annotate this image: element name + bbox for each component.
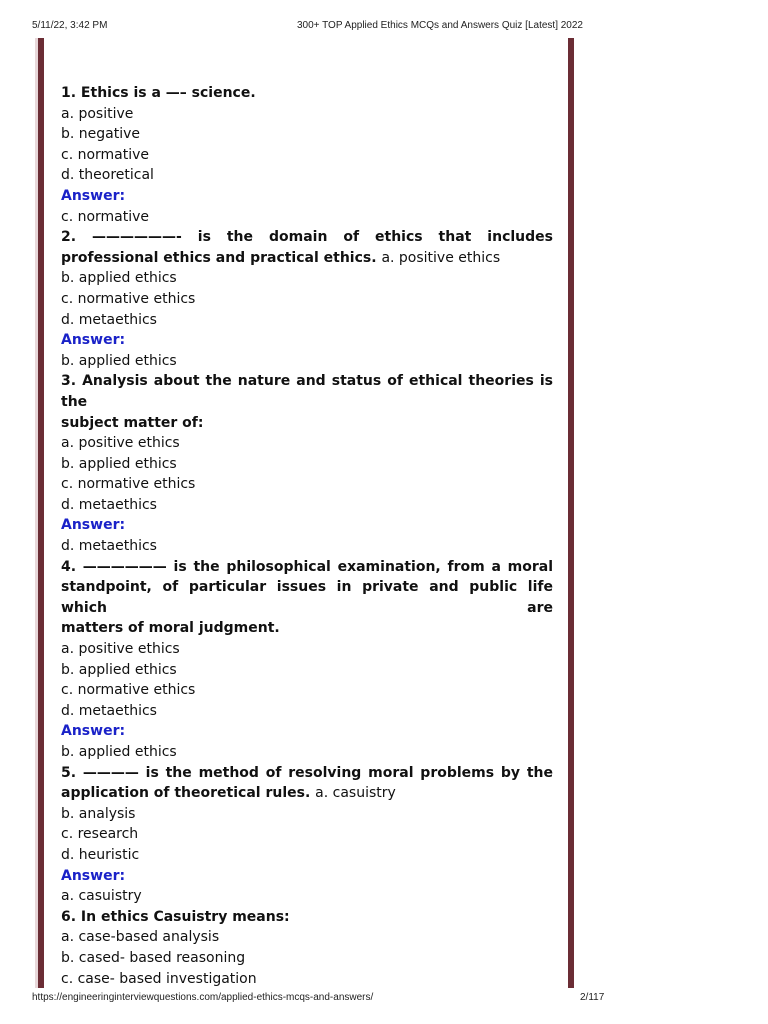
question-text-cont: subject matter of: xyxy=(61,414,204,431)
option: c. research xyxy=(61,826,139,843)
question-text: 1. Ethics is a —– science. xyxy=(61,85,256,101)
answer-value: d. metaethics xyxy=(61,538,157,555)
option: b. cased- based reasoning xyxy=(61,949,246,966)
option: b. applied ethics xyxy=(61,661,177,678)
question-2 xyxy=(61,227,553,371)
question-text: 6. In ethics Casuistry means: xyxy=(61,908,290,925)
answer-value: b. applied ethics xyxy=(61,744,177,760)
question-text-cont: standpoint, of particular issues in private and public life which are xyxy=(61,579,553,616)
answer-value: a. casuistry xyxy=(61,888,142,905)
option: d. theoretical xyxy=(61,167,154,184)
print-doc-title: 300+ TOP Applied Ethics MCQs and Answers Quiz [Latest] 2022 xyxy=(297,20,583,31)
option: c. normative ethics xyxy=(61,290,196,307)
question-text: 4. —————— is the philosophical examination, from a moral xyxy=(61,558,553,575)
answer-label: Answer: xyxy=(61,187,126,204)
option: d. metaethics xyxy=(61,311,157,328)
answer-label: Answer: xyxy=(61,867,126,884)
question-text-cont xyxy=(61,248,553,269)
option: b. applied ethics xyxy=(61,270,177,287)
option: a. case-based analysis xyxy=(61,929,220,946)
question-text-tail: professional ethics and practical ethics. xyxy=(61,249,377,266)
question-text: 3. Analysis about the nature and status of ethical theories is the xyxy=(61,373,553,410)
option: a. positive ethics xyxy=(61,641,180,658)
question-text: 2. ——————- is the domain of ethics that includes xyxy=(61,229,553,246)
answer-value: c. normative xyxy=(61,208,150,225)
right-border-bar xyxy=(568,38,574,988)
option: b. negative xyxy=(61,126,141,143)
option: d. metaethics xyxy=(61,496,157,513)
page-number: 2/117 xyxy=(580,992,605,1003)
question-text-cont: matters of moral judgment. xyxy=(61,620,280,637)
print-footer xyxy=(0,992,768,1006)
question-text-tail: application of theoretical rules. xyxy=(61,785,311,802)
option: b. applied ethics xyxy=(61,455,177,472)
option: c. normative ethics xyxy=(61,476,196,493)
option: c. normative ethics xyxy=(61,682,196,699)
option: b. analysis xyxy=(61,805,136,822)
option: d. metaethics xyxy=(61,702,157,719)
page-url-link[interactable]: https://engineeringinterviewquestions.com/applied-ethics-mcqs-and-answers/ xyxy=(32,992,374,1003)
question-text-cont xyxy=(61,783,553,804)
option: a. casuistry xyxy=(315,785,396,802)
answer-label: Answer: xyxy=(61,723,126,740)
question-6 xyxy=(61,907,553,989)
left-border-bar xyxy=(38,38,44,988)
answer-label: Answer: xyxy=(61,332,126,349)
question-3 xyxy=(61,371,553,556)
answer-value: b. applied ethics xyxy=(61,352,177,369)
question-5 xyxy=(61,763,553,907)
option: d. heuristic xyxy=(61,846,140,863)
option: c. normative xyxy=(61,146,150,163)
print-header xyxy=(0,20,768,34)
option: a. positive ethics xyxy=(61,435,180,452)
option: a. positive ethics xyxy=(381,249,501,266)
question-text: 5. ———— is the method of resolving moral problems by the xyxy=(61,764,553,781)
print-datetime: 5/11/22, 3:42 PM xyxy=(32,20,108,31)
option: a. positive xyxy=(61,105,134,122)
option: c. case- based investigation xyxy=(61,970,257,987)
answer-label: Answer: xyxy=(61,517,126,534)
question-1 xyxy=(61,83,553,227)
mcq-content xyxy=(61,83,553,989)
question-4 xyxy=(61,557,553,763)
